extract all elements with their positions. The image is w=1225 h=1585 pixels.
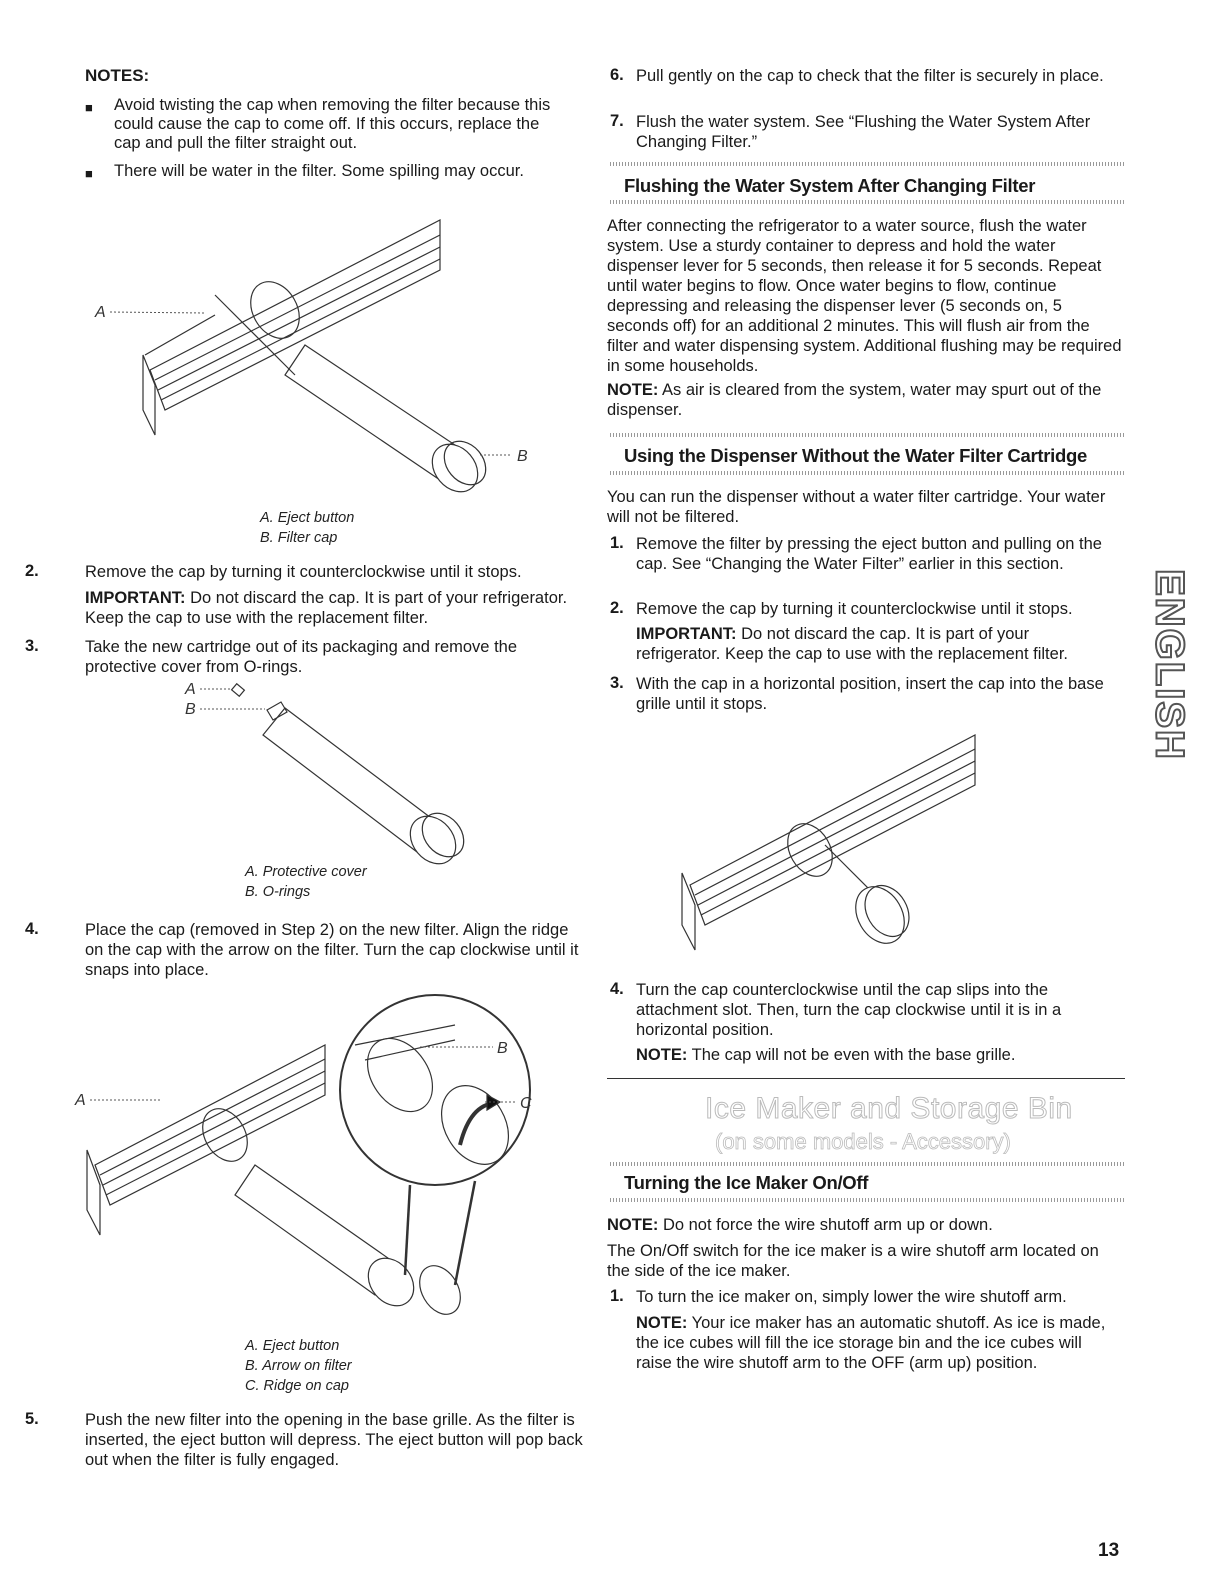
fig2-label-b: B (185, 701, 196, 718)
flush-note: NOTE: As air is cleared from the system, water may spurt out of the dispenser. (607, 381, 1102, 419)
step-5-text: Push the new filter into the opening in the base grille. As the filter is inserted, the eject button will depress. The eject button will pop back out when the filter is fully engaged. (85, 1411, 583, 1469)
d-step-1-number: 1. (610, 534, 624, 552)
notes-heading: NOTES: (85, 66, 150, 85)
fig3-label-b: B (497, 1040, 508, 1057)
fig2-caption-b: B. O-rings (245, 884, 311, 900)
fig3-caption-b: B. Arrow on filter (245, 1358, 352, 1374)
step-3-text: Take the new cartridge out of its packaging and remove the protective cover from O-rings. (85, 638, 518, 676)
step-2-number: 2. (25, 562, 39, 580)
i-step-1-note: NOTE: Your ice maker has an automatic shutoff. As ice is made, the ice cubes will fill the ice storage bin and the ice cubes will raise the wire shutoff arm to the OFF (arm up) position. (636, 1314, 1106, 1372)
ice-heading: Turning the Ice Maker On/Off (624, 1172, 869, 1193)
figure-o-rings (55, 680, 575, 855)
section-divider (610, 471, 1125, 475)
section-divider (610, 162, 1125, 166)
section-rule (607, 1078, 1125, 1079)
figure-cap-alignment (55, 985, 575, 1330)
flush-heading: Flushing the Water System After Changing Filter (624, 175, 1036, 196)
language-side-tab (1148, 565, 1190, 765)
side-tab-label: ENGLISH (1147, 569, 1192, 761)
dispenser-intro: You can run the dispenser without a water filter cartridge. Your water will not be filtered. (607, 488, 1106, 526)
step-3-number: 3. (25, 637, 39, 655)
step-7-text: Flush the water system. See “Flushing the Water System After Changing Filter.” (636, 113, 1091, 151)
d-step-4-number: 4. (610, 980, 624, 998)
fig3-label-a: A (75, 1092, 86, 1109)
dispenser-heading: Using the Dispenser Without the Water Filter Cartridge (624, 445, 1087, 466)
d-step-2-number: 2. (610, 599, 624, 617)
step-2-text: Remove the cap by turning it counterclockwise until it stops. (85, 563, 522, 581)
step-4-text: Place the cap (removed in Step 2) on the new filter. Align the ridge on the cap with the arrow on the filter. Turn the cap clockwise until it snaps into place. (85, 921, 579, 979)
ice-maker-title: Ice Maker and Storage Bin (705, 1092, 1073, 1125)
step-2-important: IMPORTANT: Do not discard the cap. It is part of your refrigerator. Keep the cap to use with the replacement filter. (85, 589, 568, 627)
d-step-1-text: Remove the filter by pressing the eject button and pulling on the cap. See “Changing the Water Filter” earlier in this section. (636, 535, 1102, 573)
fig3-label-c: C (520, 1095, 532, 1112)
fig2-caption-a: A. Protective cover (245, 864, 367, 880)
section-divider (610, 1198, 1125, 1202)
d-step-2-important: IMPORTANT: Do not discard the cap. It is part of your refrigerator. Keep the cap to use with the replacement filter. (636, 625, 1068, 663)
note-2: There will be water in the filter. Some spilling may occur. (114, 162, 524, 180)
step-6-text: Pull gently on the cap to check that the filter is securely in place. (636, 67, 1104, 85)
fig1-label-a: A (95, 304, 106, 321)
fig1-caption-a: A. Eject button (260, 510, 355, 526)
fig1-caption-b: B. Filter cap (260, 530, 338, 546)
page-number: 13 (1098, 1540, 1120, 1561)
d-step-3-number: 3. (610, 674, 624, 692)
fig2-label-a: A (185, 681, 196, 698)
section-divider (610, 433, 1125, 437)
bullet-icon: ■ (85, 166, 93, 181)
i-step-1-number: 1. (610, 1287, 624, 1305)
d-step-4-note: NOTE: The cap will not be even with the base grille. (636, 1046, 1016, 1064)
step-6-number: 6. (610, 66, 624, 84)
flush-text: After connecting the refrigerator to a water source, flush the water system. Use a sturdy container to depress and hold the water dispenser lever for 5 seconds, then release it for 5 seconds. Repeat until water begins to flow. Once water begins to flow, continue depressing and releasing the dispenser lever (5 seconds on, 5 seconds off) for an additional 2 minutes. This will flush air from the filter and water dispensing system. Additional flushing may be required in some households. (607, 217, 1122, 375)
d-step-3-text: With the cap in a horizontal position, insert the cap into the base grille until it stops. (636, 675, 1104, 713)
section-divider (610, 1162, 1125, 1166)
d-step-4-text: Turn the cap counterclockwise until the cap slips into the attachment slot. Then, turn the cap clockwise until it is in a horizontal position. (636, 981, 1062, 1039)
step-7-number: 7. (610, 112, 624, 130)
i-step-1-text: To turn the ice maker on, simply lower the wire shutoff arm. (636, 1288, 1067, 1306)
ice-maker-subtitle: (on some models - Accessory) (715, 1129, 1011, 1154)
step-5-number: 5. (25, 1410, 39, 1428)
d-step-2-text: Remove the cap by turning it counterclockwise until it stops. (636, 600, 1073, 618)
fig3-caption-c: C. Ridge on cap (245, 1378, 349, 1394)
figure-cap-in-grille (610, 725, 1130, 965)
fig3-caption-a: A. Eject button (245, 1338, 340, 1354)
section-divider (610, 200, 1125, 204)
ice-text: The On/Off switch for the ice maker is a wire shutoff arm located on the side of the ice maker. (607, 1242, 1099, 1280)
note-1: Avoid twisting the cap when removing the filter because this could cause the cap to come off. If this occurs, replace the cap and pull the filter straight out. (114, 96, 551, 152)
fig1-label-b: B (517, 448, 528, 465)
ice-note: NOTE: Do not force the wire shutoff arm up or down. (607, 1216, 993, 1234)
figure-eject-filter (55, 195, 575, 500)
step-4-number: 4. (25, 920, 39, 938)
bullet-icon: ■ (85, 100, 93, 115)
